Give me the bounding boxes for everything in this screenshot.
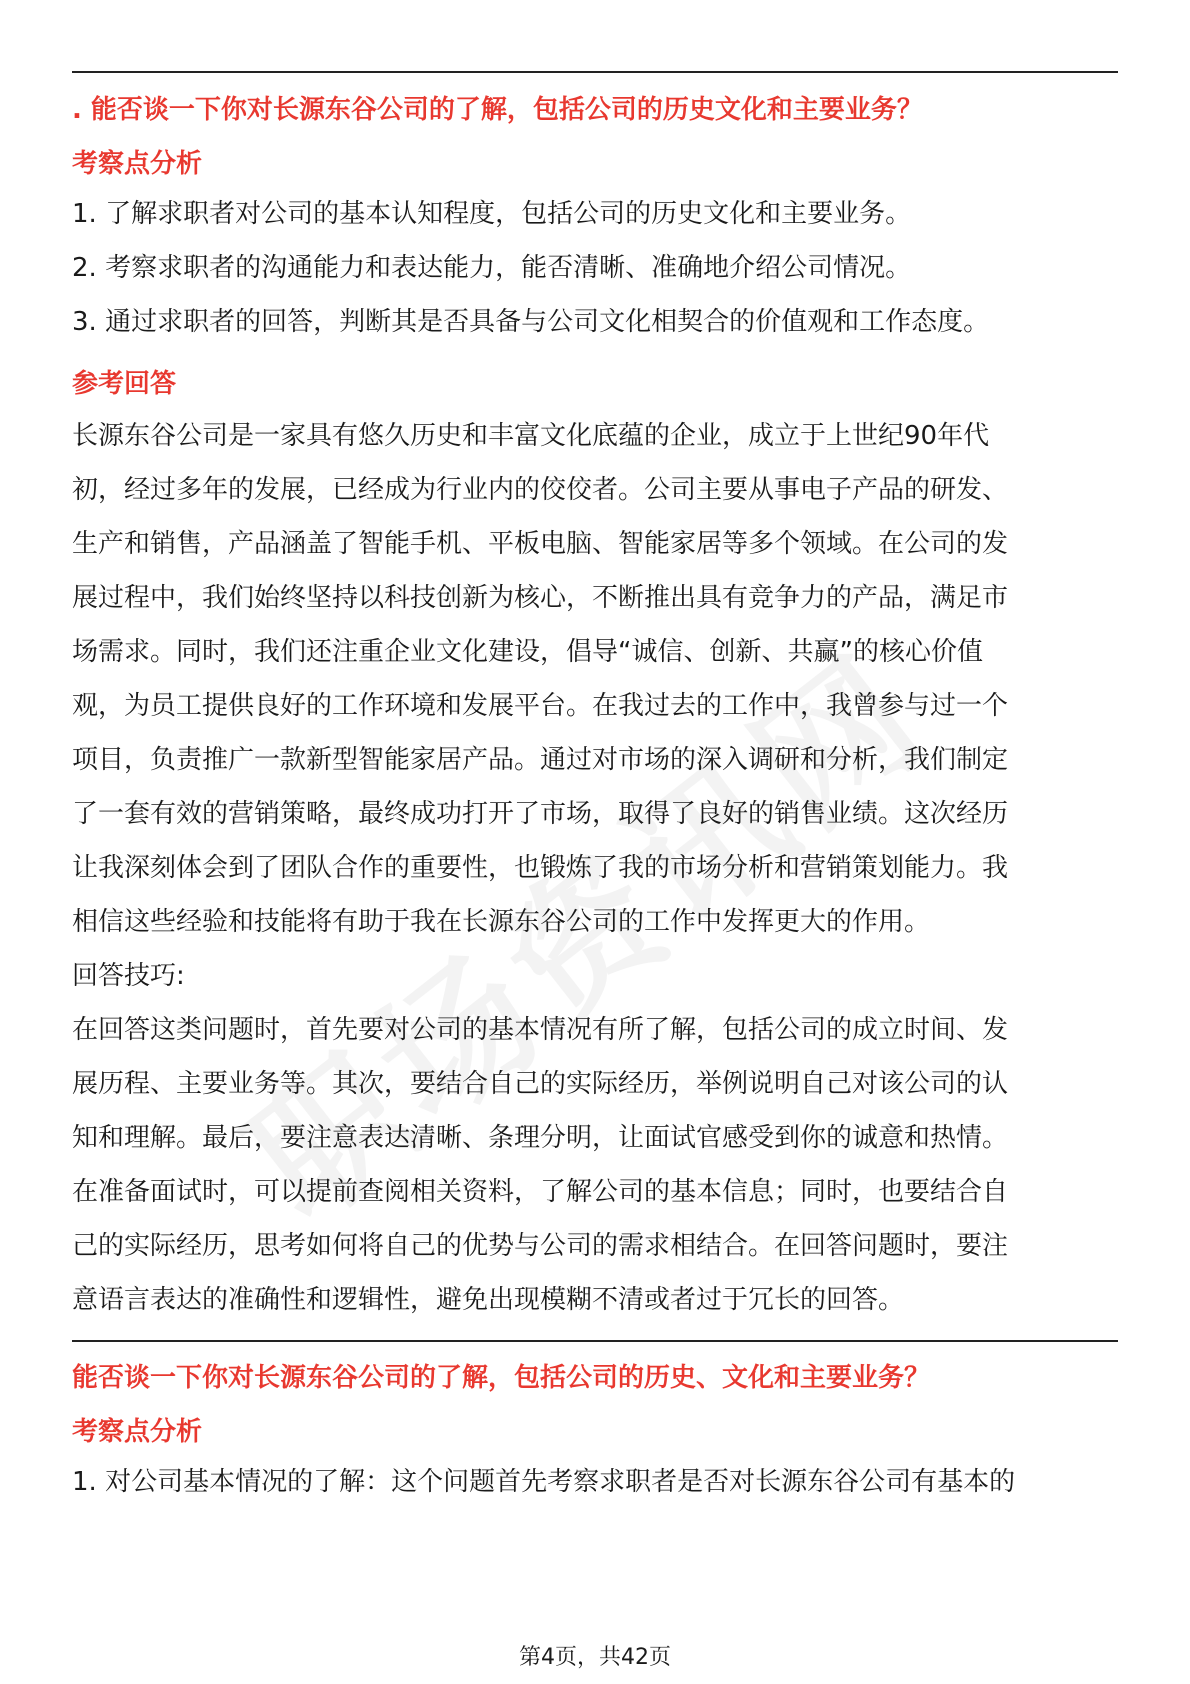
tips-line: 在回答这类问题时，首先要对公司的基本情况有所了解，包括公司的成立时间、发 bbox=[72, 1015, 1009, 1045]
answer-line: 生产和销售，产品涵盖了智能手机、平板电脑、智能家居等多个领域。在公司的发 bbox=[72, 529, 1009, 559]
answer-line: 初，经过多年的发展，已经成为行业内的佼佼者。公司主要从事电子产品的研发、 bbox=[72, 475, 1009, 505]
tips-heading: 回答技巧: bbox=[72, 961, 185, 991]
question-title-1: . 能否谈一下你对长源东谷公司的了解，包括公司的历史文化和主要业务？ bbox=[72, 95, 923, 125]
answer-line: 长源东谷公司是一家具有悠久历史和丰富文化底蕴的企业，成立于上世纪90年代 bbox=[72, 421, 990, 451]
page-number: 第4页，共42页 bbox=[519, 1645, 671, 1670]
answer-line: 观，为员工提供良好的工作环境和发展平台。在我过去的工作中，我曾参与过一个 bbox=[72, 691, 1009, 721]
answer-line: 相信这些经验和技能将有助于我在长源东谷公司的工作中发挥更大的作用。 bbox=[72, 907, 931, 937]
answer-line: 让我深刻体会到了团队合作的重要性，也锻炼了我的市场分析和营销策划能力。我 bbox=[72, 853, 1009, 883]
answer-line: 展过程中，我们始终坚持以科技创新为核心，不断推出具有竞争力的产品，满足市 bbox=[72, 583, 1009, 613]
tips-line: 展历程、主要业务等。其次，要结合自己的实际经历，举例说明自己对该公司的认 bbox=[72, 1069, 1009, 1099]
question-title-2: 能否谈一下你对长源东谷公司的了解，包括公司的历史、文化和主要业务？ bbox=[72, 1363, 931, 1393]
analysis-heading-1: 考察点分析 bbox=[72, 149, 203, 179]
analysis-heading-2: 考察点分析 bbox=[72, 1417, 203, 1447]
tips-line: 在准备面试时，可以提前查阅相关资料，了解公司的基本信息；同时，也要结合自 bbox=[72, 1177, 1009, 1207]
analysis-point: 1. 对公司基本情况的了解：这个问题首先考察求职者是否对长源东谷公司有基本的 bbox=[72, 1467, 1016, 1497]
tips-line: 意语言表达的准确性和逻辑性，避免出现模糊不清或者过于冗长的回答。 bbox=[72, 1285, 905, 1315]
answer-line: 场需求。同时，我们还注重企业文化建设，倡导“诚信、创新、共赢”的核心价值 bbox=[72, 637, 983, 667]
answer-line: 项目，负责推广一款新型智能家居产品。通过对市场的深入调研和分析，我们制定 bbox=[72, 745, 1009, 775]
divider-top bbox=[72, 71, 1118, 73]
tips-line: 知和理解。最后，要注意表达清晰、条理分明，让面试官感受到你的诚意和热情。 bbox=[72, 1123, 1009, 1153]
analysis-point: 2. 考察求职者的沟通能力和表达能力，能否清晰、准确地介绍公司情况。 bbox=[72, 253, 912, 283]
analysis-point: 1. 了解求职者对公司的基本认知程度，包括公司的历史文化和主要业务。 bbox=[72, 199, 912, 229]
tips-line: 己的实际经历，思考如何将自己的优势与公司的需求相结合。在回答问题时，要注 bbox=[72, 1231, 1009, 1261]
analysis-point: 3. 通过求职者的回答，判断其是否具备与公司文化相契合的价值观和工作态度。 bbox=[72, 307, 990, 337]
answer-heading: 参考回答 bbox=[72, 369, 177, 399]
divider-middle bbox=[72, 1340, 1118, 1342]
answer-line: 了一套有效的营销策略，最终成功打开了市场，取得了良好的销售业绩。这次经历 bbox=[72, 799, 1009, 829]
